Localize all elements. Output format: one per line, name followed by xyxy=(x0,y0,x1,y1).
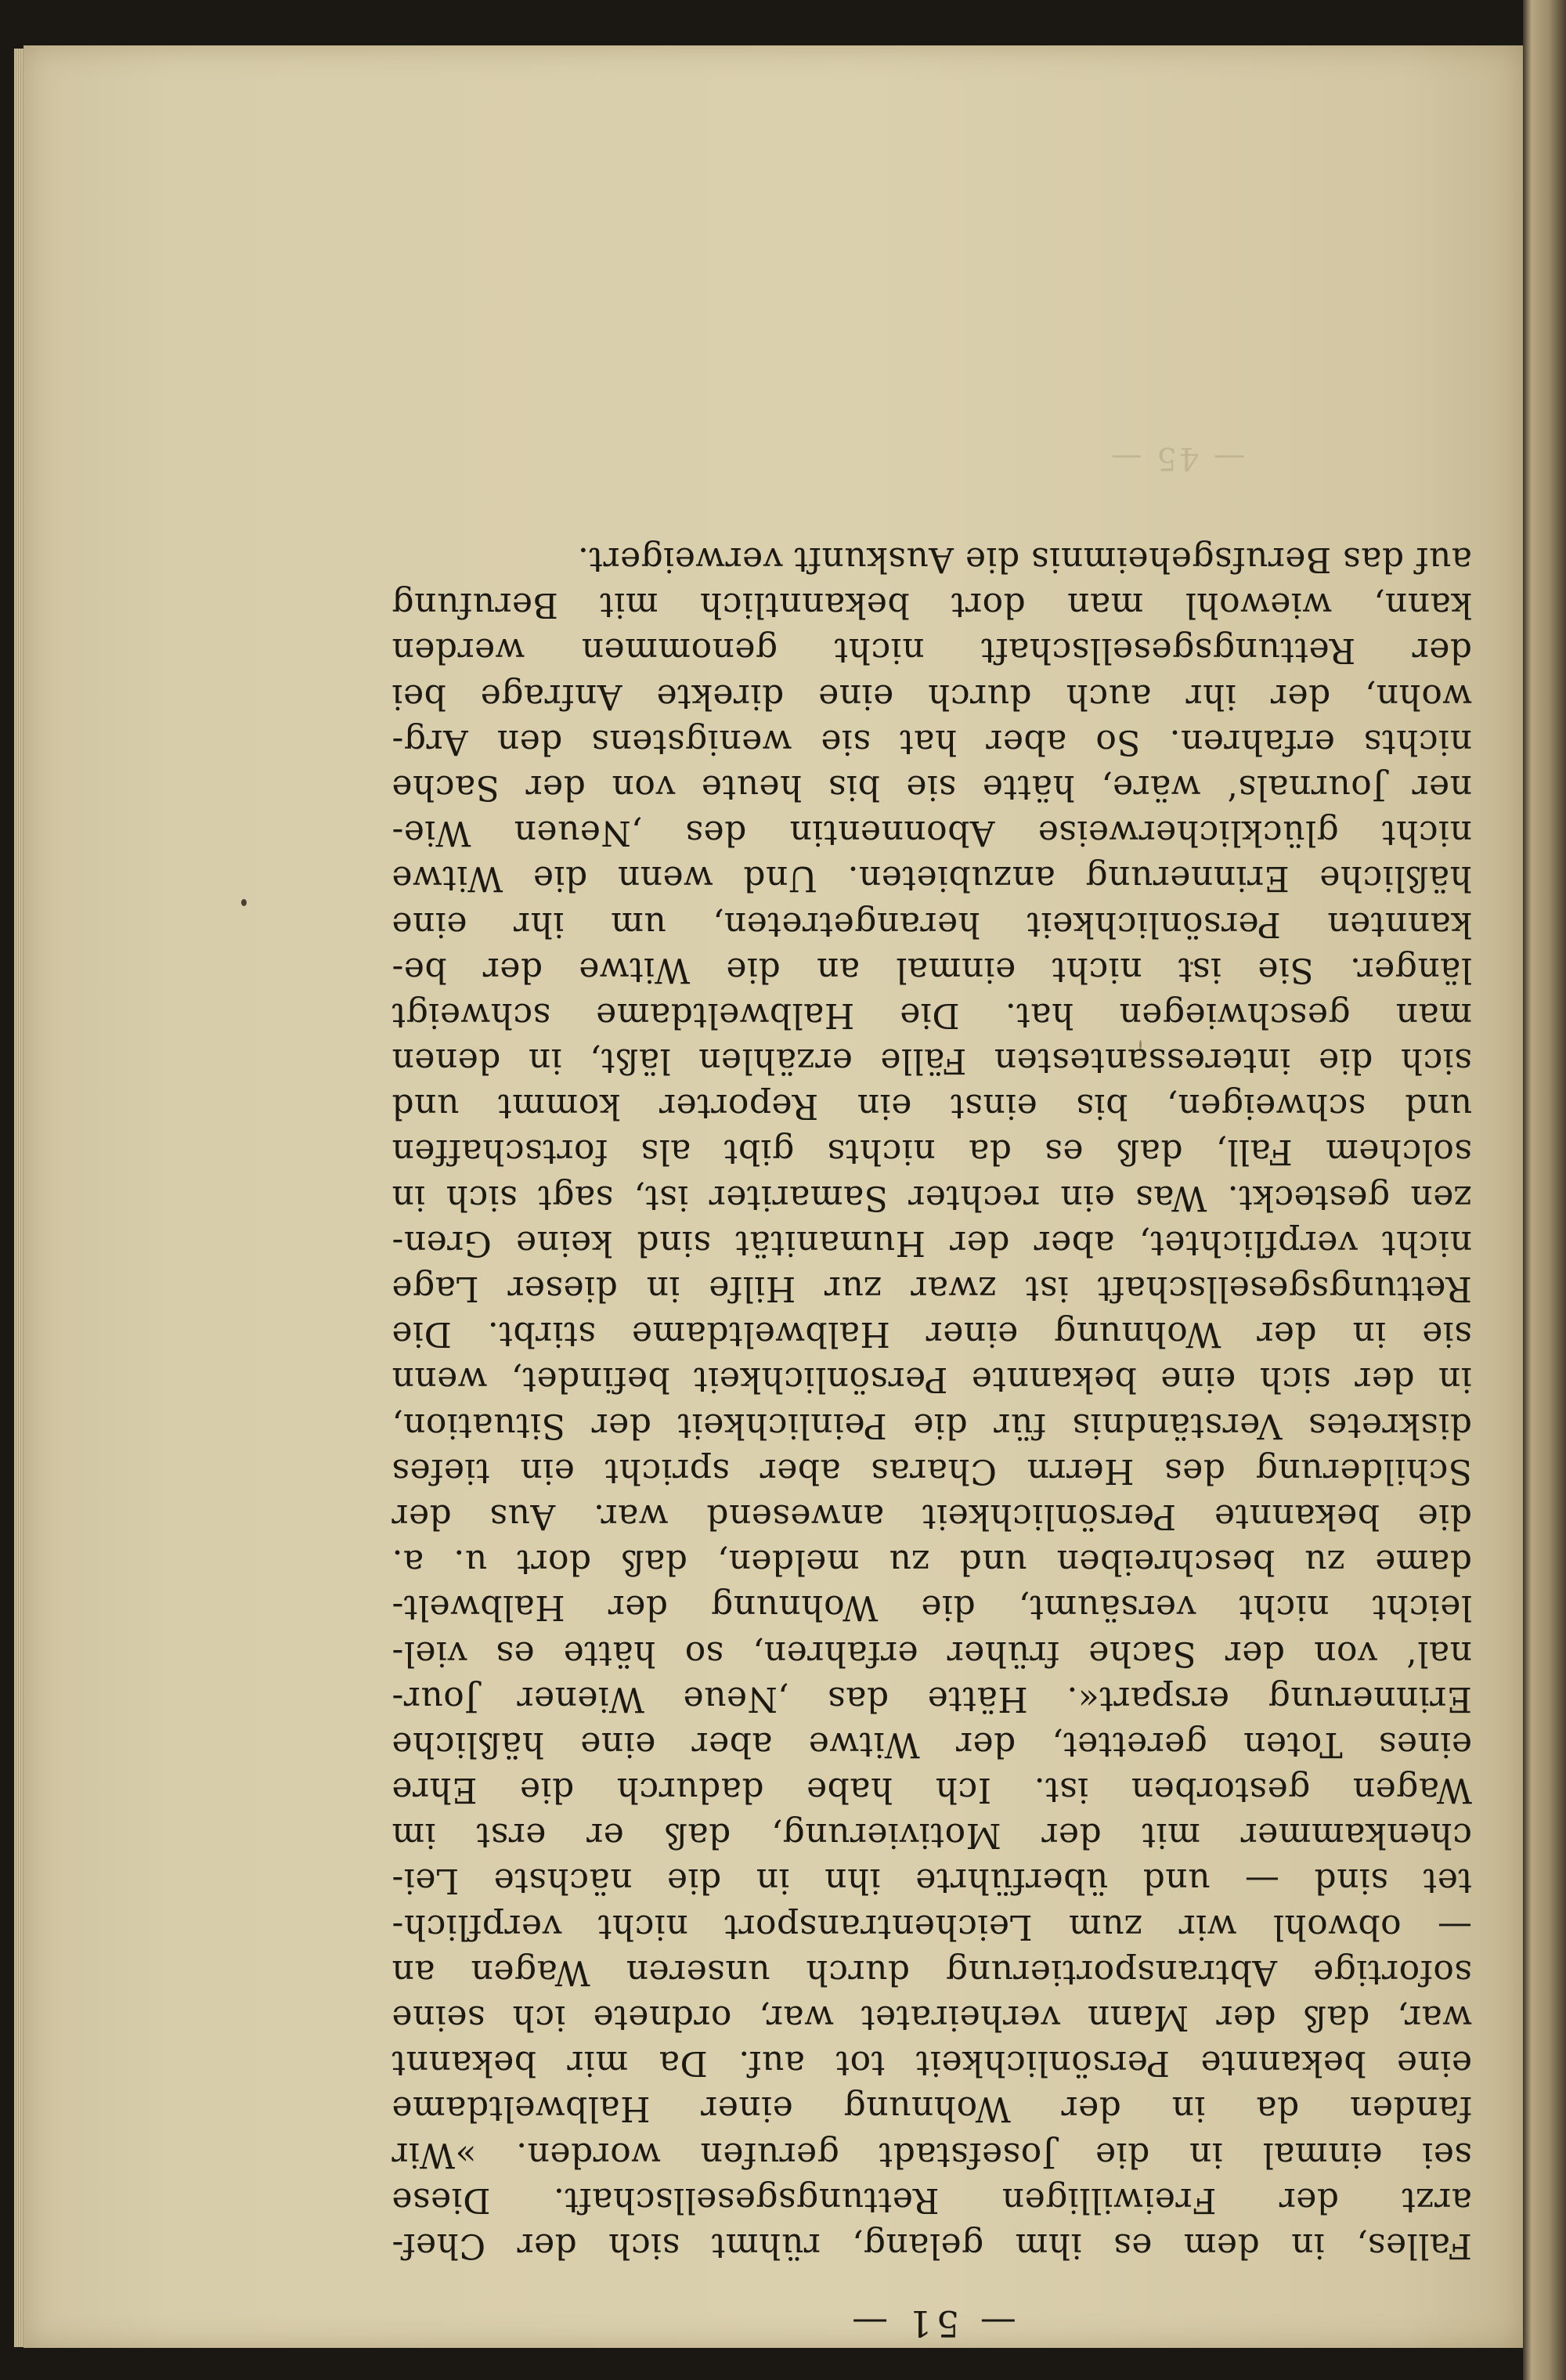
text-line: eines Toten gerettet, der Witwe aber eine häßliche xyxy=(392,1724,1472,1764)
text-line: nicht verpflichtet, aber der Humanität sind keine Gren- xyxy=(392,1223,1472,1263)
bleed-through-number: — 45 — xyxy=(1108,440,1245,476)
text-line: ner Journals‘ wäre, hätte sie bis heute von der Sache xyxy=(392,767,1472,807)
text-line: eine bekannte Persönlichkeit tot auf. Da mir bekannt xyxy=(392,2043,1472,2084)
text-line: kannten Persönlichkeit herangetreten, um ihr eine xyxy=(392,904,1472,944)
text-line: arzt der Freiwilligen Rettungsgesellschaft. Diese xyxy=(392,2180,1472,2220)
text-line: chenkammer mit der Motivierung, daß er erst im xyxy=(392,1815,1472,1856)
text-line: Schilderung des Herrn Charas aber spricht ein tiefes xyxy=(392,1450,1472,1491)
text-line: war, daß der Mann verheiratet war, ordnete ich seine xyxy=(392,1998,1472,2039)
text-line: solchem Fall, daß es da nichts gibt als fortschaffen xyxy=(392,1132,1472,1172)
page-number: — 51 — xyxy=(847,2302,1016,2345)
text-line: diskretes Verständnis für die Peinlichkeit der Situation, xyxy=(392,1405,1472,1446)
rotated-page-content xyxy=(392,439,1472,2349)
text-line: wohn, der ihr auch durch eine direkte Anfrage bei xyxy=(392,676,1472,717)
paper-speck xyxy=(241,899,247,906)
text-line: Falles, in dem es ihm gelang, rühmt sich der Chef- xyxy=(392,2226,1472,2266)
text-line: nichts erfahren. So aber hat sie wenigstens den Arg- xyxy=(392,721,1472,762)
text-line: nicht glücklicherweise Abonnentin des ‚Neuen Wie- xyxy=(392,813,1472,854)
text-line: sofortige Abtransportierung durch unseren Wagen an xyxy=(392,1952,1472,1992)
text-line: sie in der Wohnung einer Halbweltdame stirbt. Die xyxy=(392,1314,1472,1355)
text-line: die bekannte Persönlichkeit anwesend war. Aus der xyxy=(392,1497,1472,1537)
text-line: Wagen gestorben ist. Ich habe dadurch die Ehre xyxy=(392,1770,1472,1811)
text-line: in der sich eine bekannte Persönlichkeit befindet, wenn xyxy=(392,1360,1472,1400)
text-line: Rettungsgesellschaft ist zwar zur Hilfe in dieser Lage xyxy=(392,1269,1472,1309)
text-line: und schweigen, bis einst ein Reporter kommt und xyxy=(392,1086,1472,1127)
text-line: länger. Sie ist nicht einmal an die Witwe der be- xyxy=(392,949,1472,990)
text-line: der Rettungsgesellschaft nicht genommen werden xyxy=(392,630,1472,671)
text-line: nal‘ von der Sache früher erfahren, so hätte es viel- xyxy=(392,1633,1472,1674)
text-line: kann, wiewohl man dort bekanntlich mit Berufung xyxy=(392,585,1472,626)
text-line: häßliche Erinnerung anzubieten. Und wenn die Witwe xyxy=(392,858,1472,899)
text-line: — obwohl wir zum Leichentransport nicht verpflich- xyxy=(392,1906,1472,1947)
text-line: sei einmal in die Josefstadt gerufen worden. »Wir xyxy=(392,2134,1472,2175)
binding-strip xyxy=(1523,0,1566,2380)
text-line: man geschwiegen hat. Die Halbweltdame schweigt xyxy=(392,995,1472,1035)
text-line: fanden da in der Wohnung einer Halbweltdame xyxy=(392,2089,1472,2129)
text-line: leicht nicht versäumt, die Wohnung der Halbwelt- xyxy=(392,1587,1472,1628)
text-line: dame zu beschreiben und zu melden, daß dort u. a. xyxy=(392,1542,1472,1583)
text-line: tet sind — und überführte ihn in die nächste Lei- xyxy=(392,1861,1472,1901)
text-line: zen gesteckt. Was ein rechter Samariter ist, sagt sich in xyxy=(392,1177,1472,1218)
body-text xyxy=(392,536,1472,2268)
text-line: auf das Berufsgeheimnis die Auskunft verweigert. xyxy=(577,540,1472,580)
text-line: sich die interessantesten Fälle erzählen läßt, in denen xyxy=(392,1041,1472,1082)
text-line: Erinnerung erspart«. Hätte das ‚Neue Wiener Jour- xyxy=(392,1678,1472,1719)
